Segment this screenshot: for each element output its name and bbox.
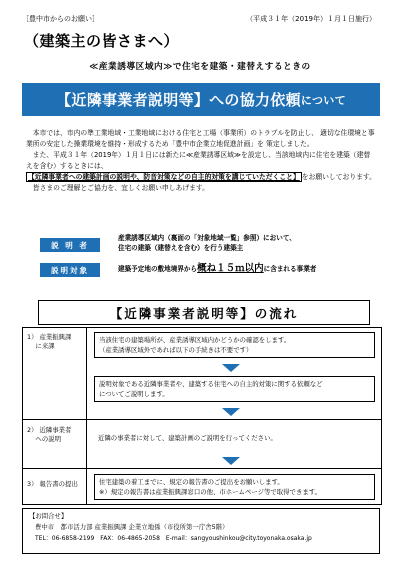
arrow-down-icon: [222, 364, 240, 372]
intro-p2-request: 【近隣事業者への建築計画の説明や、防音対策などの自主的対策を講じていただくこと】: [28, 173, 300, 181]
contact-heading: 【お問合せ】: [29, 512, 68, 520]
notice-tag: ［豊中市からのお願い］: [22, 15, 99, 23]
subtitle: ≪産業誘導区域内≫で住宅を建築・建替えするときの: [89, 62, 311, 72]
step-3-label: 3） 報告書の提出: [27, 480, 78, 488]
intro-paragraph-3: 皆さまのご理解とご協力を、宜しくお願い申しあげます。: [32, 184, 209, 192]
target-line-lead: 建築予定地の敷地境界から: [118, 265, 198, 273]
row-divider-1: [23, 419, 381, 420]
explainer-definition: [118, 233, 388, 253]
arrow-down-icon: [222, 408, 240, 416]
intro-paragraph-1: 本市では、市内の準工業地域・工業地域における住宅と工場（事業所）のトラブルを防止し、 適切な住環境と事業所の安定した操業環境を維持・形成するため「豊中市企業立地促進計画」を 策定しました。: [26, 129, 375, 148]
explainer-label: 説 明 者: [40, 238, 100, 252]
intro-p2-tail: をお願いしております。: [301, 173, 376, 181]
step-1-box-2: [94, 376, 375, 402]
target-definition: [118, 264, 398, 274]
step-3-box: [94, 474, 375, 500]
step-3-line-1: 住宅建築の着工までに、規定の報告書のご提出をお願いします。: [99, 478, 284, 486]
contact-phone-email: TEL：06-6858-2199 FAX：06-4865-2058 E-mail：sangyoushinkou@city.toyonaka.osaka.jp: [35, 535, 312, 542]
step-2-line-1: 近隣の事業者に対して、建築計画のご説明を行ってください。: [98, 434, 277, 442]
column-divider: [86, 328, 87, 504]
step-1-box-1-line-2: （産業誘導区域外であれば以下の手続きは不要です）: [99, 346, 253, 354]
addressee-heading: （建築主の皆さまへ）: [24, 32, 180, 50]
target-label: 説明対象: [40, 263, 100, 277]
step-3-line-2: ※）規定の報告書は産業振興課窓口の他、市ホームページ等で取得できます。: [99, 488, 321, 496]
step-1-box-2-line-2: についてご説明します。: [99, 390, 169, 398]
step-2-label: 2） 近隣事業者 への説明: [27, 426, 72, 443]
intro-text: [26, 128, 376, 194]
step-1-box-1-line-1: 当該住宅の建築場所が、産業誘導区域内かどうかの確認をします。: [99, 336, 291, 344]
title-part-2: への協力依頼: [209, 91, 301, 109]
explainer-line-1: 産業誘導区域内（裏面の「対象地域一覧」参照）において、: [118, 234, 296, 242]
flow-title: 【近隣事業者説明等】の流れ: [38, 300, 370, 325]
contact-box: [22, 508, 380, 554]
intro-paragraph-2: [26, 150, 376, 183]
arrow-down-icon: [222, 457, 240, 465]
row-divider-2: [23, 468, 381, 469]
contact-organization: 豊中市 都市活力部 産業振興課 企業立地係（市役所第一庁舎5階）: [35, 523, 229, 531]
flow-steps: [22, 327, 382, 505]
effective-date: （平成３１年（2019年）１月１日施行）: [246, 15, 376, 23]
main-title-banner: [22, 83, 380, 116]
title-part-1: 【近隣事業者説明等】: [56, 91, 210, 109]
explainer-line-2: 住宅の建築（建替えを含む）を行う建築主: [118, 244, 244, 252]
step-2-box: [94, 432, 375, 447]
title-part-3: について: [300, 93, 346, 107]
step-1-label: 1） 産業振興課 に来課: [27, 333, 72, 350]
target-distance: 概ね１５ｍ以内: [197, 263, 264, 274]
intro-p2-lead: また、平成３１年（2019年）１月１日には新たに≪産業誘導区域≫を設定し、当該地域内に住宅を建築（建替えを含む）するときには、: [26, 151, 371, 170]
target-line-tail: に含まれる事業者: [263, 265, 317, 273]
step-1-box-1: [94, 332, 375, 358]
step-1-box-2-line-1: 説明対象である近隣事業者や、建築する住宅への自主的対策に関する依頼など: [99, 380, 323, 388]
